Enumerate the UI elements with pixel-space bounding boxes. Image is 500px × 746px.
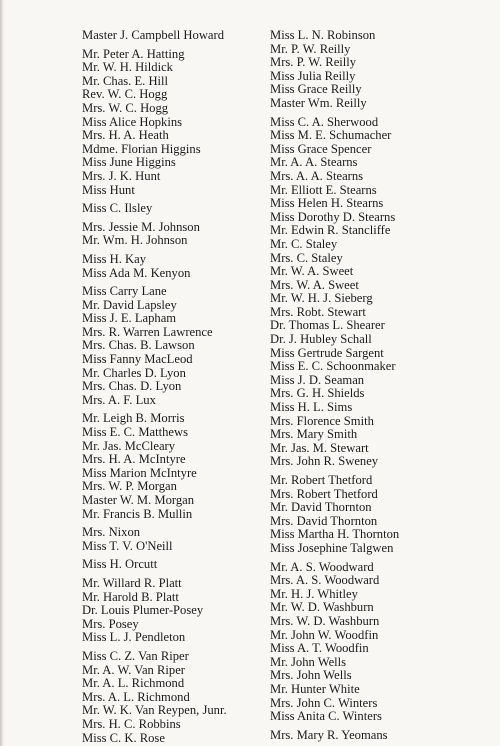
passenger-name: Mrs. Robert Thetford (270, 486, 378, 501)
passenger-name: Mrs. C. Staley (270, 250, 343, 265)
passenger-name: Mr. A. W. Van Riper (82, 662, 185, 677)
passenger-name: Miss Helen H. Stearns (270, 196, 384, 211)
passenger-name: Master J. Campbell Howard (82, 28, 224, 42)
passenger-name: Mr. Jas. McCleary (82, 438, 176, 453)
passenger-name: Mrs. A. A. Stearns (270, 168, 364, 183)
passenger-name: Miss Ada M. Kenyon (82, 265, 191, 280)
passenger-name: Mr. Hunter White (270, 681, 360, 696)
passenger-name: Miss C. Z. Van Riper (82, 648, 189, 663)
passenger-name: Master W. M. Morgan (82, 493, 195, 507)
scan-edge-shadow (0, 0, 4, 746)
passenger-name: Mrs. A. F. Lux (82, 392, 156, 407)
passenger-name: Miss M. E. Schumacher (270, 128, 392, 143)
passenger-name: Dr. Louis Plumer-Posey (82, 603, 204, 618)
passenger-name: Mr. Elliott E. Stearns (270, 182, 377, 197)
passenger-name: Mrs. Robt. Stewart (270, 304, 366, 319)
passenger-name: Mr. C. Staley (270, 236, 338, 251)
passenger-name: Miss Grace Spencer (270, 141, 372, 156)
passenger-name: Mr. David Lapsley (82, 297, 177, 312)
passenger-name: Mr. W. H. Hildick (82, 60, 173, 75)
passenger-name: Mrs. R. Warren Lawrence (82, 324, 213, 339)
passenger-name: Miss H. Kay (82, 251, 147, 266)
passenger-name: Mr. W. D. Washburn (270, 600, 374, 615)
passenger-name: Miss Marion McIntyre (82, 465, 197, 480)
passenger-name: Mr. Jas. M. Stewart (270, 440, 369, 455)
passenger-name: Mr. P. W. Reilly (270, 41, 351, 56)
passenger-name: Mr. Willard R. Platt (82, 575, 182, 590)
passenger-name: Mr. Harold B. Platt (82, 589, 179, 604)
passenger-name: Miss Dorothy D. Stearns (270, 209, 396, 224)
passenger-name: Mr. W. H. J. Sieberg (270, 291, 373, 306)
passenger-name: Mrs. P. W. Reilly (270, 55, 357, 70)
passenger-name: Mrs. David Thornton (270, 513, 378, 528)
passenger-name: Miss Alice Hopkins (82, 114, 183, 129)
passenger-name: Mr. Edwin R. Stancliffe (270, 223, 391, 238)
passenger-name: Miss C. Ilsley (82, 201, 153, 216)
passenger-name: Mrs. A. L. Richmond (82, 689, 190, 704)
passenger-name: Mrs. Chas. B. Lawson (82, 338, 195, 353)
passenger-name: Miss J. E. Lapham (82, 311, 177, 326)
passenger-name: Mr. H. J. Whitley (270, 586, 358, 601)
passenger-name: Miss T. V. O'Neill (82, 538, 173, 553)
passenger-name: Mr. W. A. Sweet (270, 264, 354, 279)
passenger-name: Mrs. J. K. Hunt (82, 168, 161, 183)
passenger-name: Miss C. K. Rose (82, 730, 165, 745)
passenger-name: Mrs. W. D. Washburn (270, 613, 380, 628)
passenger-name: Miss C. A. Sherwood (270, 114, 379, 129)
passenger-name: Miss J. D. Seaman (270, 372, 365, 387)
passenger-name: Dr. J. Hubley Schall (270, 332, 372, 347)
passenger-name: Mr. Peter A. Hatting (82, 46, 185, 61)
passenger-name: Mrs. Nixon (82, 525, 141, 540)
passenger-name: Mr. John W. Woodfin (270, 627, 379, 642)
passenger-name: Mr. Robert Thetford (270, 473, 373, 487)
passenger-name: Miss H. L. Sims (270, 400, 353, 415)
passenger-name: Mrs. A. S. Woodward (270, 573, 380, 588)
passenger-name: Mr. David Thornton (270, 500, 372, 515)
passenger-name: Master Wm. Reilly (270, 95, 367, 110)
passenger-list-right-column (270, 29, 399, 742)
passenger-name: Mr. A. A. Stearns (270, 155, 358, 170)
passenger-name: Miss E. C. Matthews (82, 425, 189, 440)
passenger-name: Mrs. Jessie M. Johnson (82, 219, 200, 234)
passenger-name: Mrs. John R. Sweney (270, 454, 379, 469)
passenger-name: Mrs. Florence Smith (270, 413, 374, 428)
passenger-name: Mrs. Posey (82, 616, 139, 631)
passenger-name: Mr. Wm. H. Johnson (82, 233, 188, 248)
passenger-name: Rev. W. C. Hogg (82, 87, 168, 102)
passenger-name: Mdme. Florian Higgins (82, 141, 201, 156)
passenger-name: Mrs. W. A. Sweet (270, 277, 359, 292)
passenger-name: Mr. Leigh B. Morris (82, 411, 185, 426)
passenger-name: Mrs. John Wells (270, 668, 352, 683)
passenger-name: Mr. Charles D. Lyon (82, 365, 186, 380)
passenger-name: Mr. Chas. E. Hill (82, 73, 169, 88)
passenger-name: Miss Gertrude Sargent (270, 345, 384, 360)
passenger-name: Dr. Thomas L. Shearer (270, 318, 385, 333)
passenger-name: Mr. A. L. Richmond (82, 676, 185, 691)
passenger-name: Mr. W. K. Van Reypen, Junr. (82, 703, 227, 718)
passenger-name: Miss H. Orcutt (82, 557, 158, 572)
passenger-name: Mr. A. S. Woodward (270, 559, 374, 574)
passenger-name: Mrs. Mary R. Yeomans (270, 727, 388, 742)
passenger-name: Miss Grace Reilly (270, 82, 362, 97)
passenger-name: Mrs. Mary Smith (270, 427, 358, 442)
passenger-name: Miss Fanny MacLeod (82, 352, 193, 367)
passenger-name: Miss Martha H. Thornton (270, 527, 400, 542)
passenger-name: Miss A. T. Woodfin (270, 641, 369, 656)
passenger-name: Mrs. W. P. Morgan (82, 479, 177, 494)
passenger-name: Mrs. John C. Winters (270, 695, 378, 710)
passenger-name: Mr. Francis B. Mullin (82, 506, 193, 521)
passenger-name: Miss June Higgins (82, 155, 176, 170)
passenger-name: Miss Julia Reilly (270, 68, 356, 83)
passenger-name: Miss Carry Lane (82, 284, 167, 299)
passenger-name: Mr. John Wells (270, 654, 347, 669)
passenger-name: Miss L. J. Pendleton (82, 630, 186, 645)
passenger-name: Miss E. C. Schoonmaker (270, 359, 396, 374)
passenger-name: Miss Anita C. Winters (270, 709, 382, 724)
passenger-name: Miss Josephine Talgwen (270, 540, 394, 555)
passenger-name: Miss L. N. Robinson (270, 28, 376, 42)
passenger-name: Mrs. G. H. Shields (270, 386, 365, 401)
passenger-name: Mrs. H. A. Heath (82, 128, 169, 143)
passenger-name: Mrs. H. C. Robbins (82, 716, 181, 731)
passenger-name: Mrs. Chas. D. Lyon (82, 379, 182, 394)
passenger-name: Mrs. H. A. McIntyre (82, 452, 186, 467)
passenger-name: Miss Hunt (82, 182, 135, 197)
passenger-name: Mrs. W. C. Hogg (82, 100, 169, 115)
passenger-list-left-column (82, 29, 227, 745)
